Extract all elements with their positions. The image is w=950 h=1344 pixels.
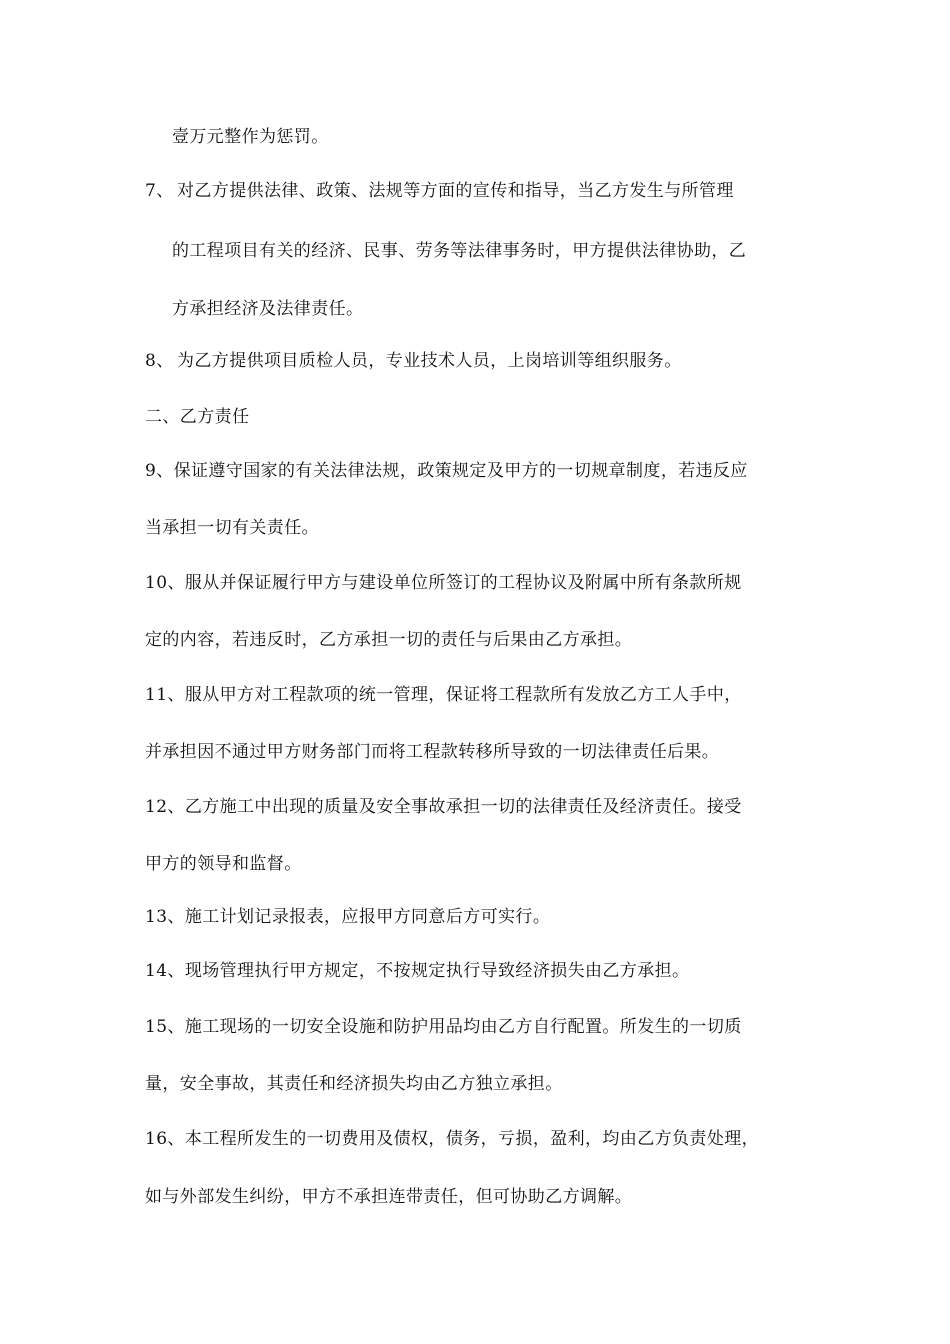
text-line: 定的内容，若违反时，乙方承担一切的责任与后果由乙方承担。 xyxy=(145,630,633,650)
text-line: 12、乙方施工中出现的质量及安全事故承担一切的法律责任及经济责任。接受 xyxy=(145,797,742,817)
list-item-8 xyxy=(145,350,682,372)
item-number: 8、 xyxy=(145,351,174,371)
section-heading: 二、乙方责任 xyxy=(145,407,250,427)
text-line: 量，安全事故，其责任和经济损失均由乙方独立承担。 xyxy=(145,1074,563,1094)
text-line: 甲方的领导和监督。 xyxy=(145,854,302,874)
text-line: 的工程项目有关的经济、民事、劳务等法律事务时，甲方提供法律协助，乙 xyxy=(172,241,747,261)
text-line: 并承担因不通过甲方财务部门而将工程款转移所导致的一切法律责任后果。 xyxy=(145,742,720,762)
text-line: 13、施工计划记录报表，应报甲方同意后方可实行。 xyxy=(145,907,551,927)
text-line: 方承担经济及法律责任。 xyxy=(172,299,364,319)
list-item-7 xyxy=(145,180,734,202)
text-line: 壹万元整作为惩罚。 xyxy=(172,127,329,147)
text-line: 11、服从甲方对工程款项的统一管理，保证将工程款所有发放乙方工人手中， xyxy=(145,685,742,705)
text-line: 14、现场管理执行甲方规定，不按规定执行导致经济损失由乙方承担。 xyxy=(145,961,690,981)
text-line: 16、本工程所发生的一切费用及债权，债务，亏损，盈利，均由乙方负责处理， xyxy=(145,1129,760,1149)
text-line: 如与外部发生纠纷，甲方不承担连带责任，但可协助乙方调解。 xyxy=(145,1187,633,1207)
text-line: 15、施工现场的一切安全设施和防护用品均由乙方自行配置。所发生的一切质 xyxy=(145,1017,742,1037)
item-text: 为乙方提供项目质检人员，专业技术人员，上岗培训等组织服务。 xyxy=(177,351,682,371)
text-line: 10、服从并保证履行甲方与建设单位所签订的工程协议及附属中所有条款所规 xyxy=(145,573,742,593)
text-line: 9、保证遵守国家的有关法律法规，政策规定及甲方的一切规章制度，若违反应 xyxy=(145,461,748,481)
item-number: 7、 xyxy=(145,181,174,201)
text-line: 当承担一切有关责任。 xyxy=(145,518,319,538)
item-text: 对乙方提供法律、政策、法规等方面的宣传和指导，当乙方发生与所管理 xyxy=(177,181,734,201)
